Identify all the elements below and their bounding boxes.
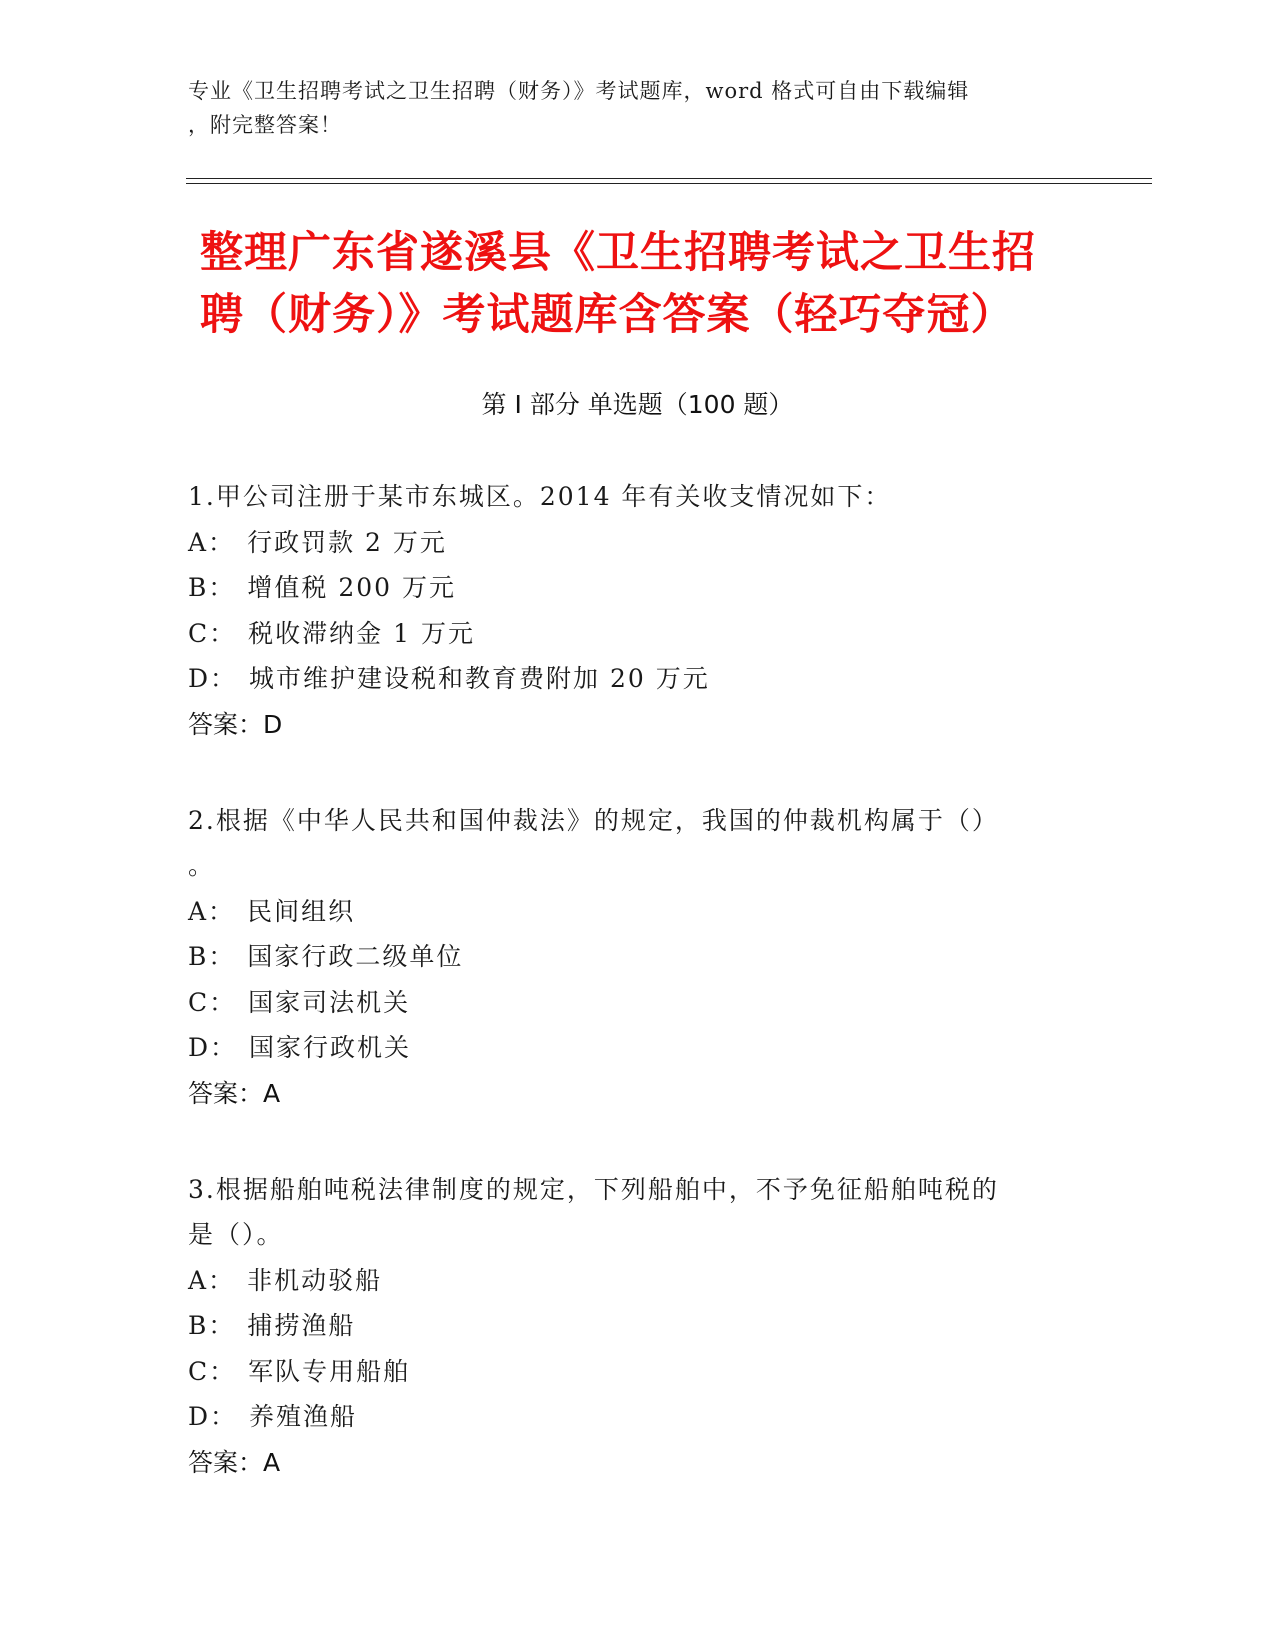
question-1 [188, 474, 1088, 748]
header-note-line: 专业《卫生招聘考试之卫生招聘（财务）》考试题库，word 格式可自由下载编辑 [188, 79, 970, 103]
option-c [188, 611, 1088, 657]
question-stem: 2.根据《中华人民共和国仲裁法》的规定，我国的仲裁机构属于（） [188, 805, 999, 835]
option-key: A： [188, 1265, 236, 1295]
option-key: B： [188, 1311, 236, 1340]
option-c [188, 980, 1088, 1026]
question-list [188, 474, 1088, 1536]
option-text: 军队专用船舶 [248, 1356, 411, 1386]
answer: 答案：A [188, 1447, 281, 1477]
header-note [188, 74, 1088, 142]
question-stem-continuation: 是（）。 [188, 1220, 284, 1249]
option-text: 城市维护建设税和教育费附加 20 万元 [249, 664, 710, 693]
option-key: C： [188, 1356, 237, 1386]
question-stem-continuation: 。 [188, 851, 216, 880]
option-d [188, 656, 1088, 702]
option-text: 非机动驳船 [247, 1265, 383, 1295]
option-a [188, 1258, 1088, 1304]
header-divider-bottom [186, 183, 1152, 184]
document-title [200, 222, 1100, 346]
header-divider-top [186, 178, 1152, 179]
document-title-line: 聘（财务）》考试题库含答案（轻巧夺冠） [200, 290, 1015, 340]
option-key: C： [188, 618, 237, 648]
option-text: 民间组织 [247, 896, 356, 926]
option-text: 捕捞渔船 [247, 1311, 356, 1340]
option-a [188, 520, 1088, 566]
option-b [188, 565, 1088, 611]
answer: 答案：A [188, 1078, 281, 1108]
option-key: D： [188, 664, 238, 693]
section-heading: 第 I 部分 单选题（100 题） [481, 390, 794, 419]
option-a [188, 889, 1088, 935]
option-key: B： [188, 942, 236, 971]
answer: 答案：D [188, 709, 283, 739]
option-b [188, 934, 1088, 980]
option-text: 行政罚款 2 万元 [247, 527, 447, 557]
option-key: A： [188, 896, 236, 926]
option-key: D： [188, 1033, 238, 1062]
option-d [188, 1025, 1088, 1071]
option-b [188, 1303, 1088, 1349]
option-c [188, 1349, 1088, 1395]
question-3 [188, 1167, 1088, 1486]
option-d [188, 1394, 1088, 1440]
document-title-line: 整理广东省遂溪县《卫生招聘考试之卫生招 [200, 228, 1036, 278]
option-text: 税收滞纳金 1 万元 [248, 618, 475, 648]
question-2 [188, 798, 1088, 1117]
option-text: 国家行政机关 [249, 1033, 412, 1062]
option-text: 养殖渔船 [249, 1402, 358, 1431]
question-stem: 1.甲公司注册于某市东城区。2014 年有关收支情况如下： [188, 482, 892, 511]
header-note-line: ，附完整答案！ [188, 113, 342, 137]
option-text: 国家司法机关 [248, 987, 411, 1017]
option-key: A： [188, 527, 236, 557]
question-stem: 3.根据船舶吨税法律制度的规定，下列船舶中，不予免征船舶吨税的 [188, 1174, 999, 1204]
option-text: 国家行政二级单位 [247, 942, 464, 971]
option-key: D： [188, 1402, 238, 1431]
option-text: 增值税 200 万元 [247, 573, 456, 602]
option-key: C： [188, 987, 237, 1017]
option-key: B： [188, 573, 236, 602]
